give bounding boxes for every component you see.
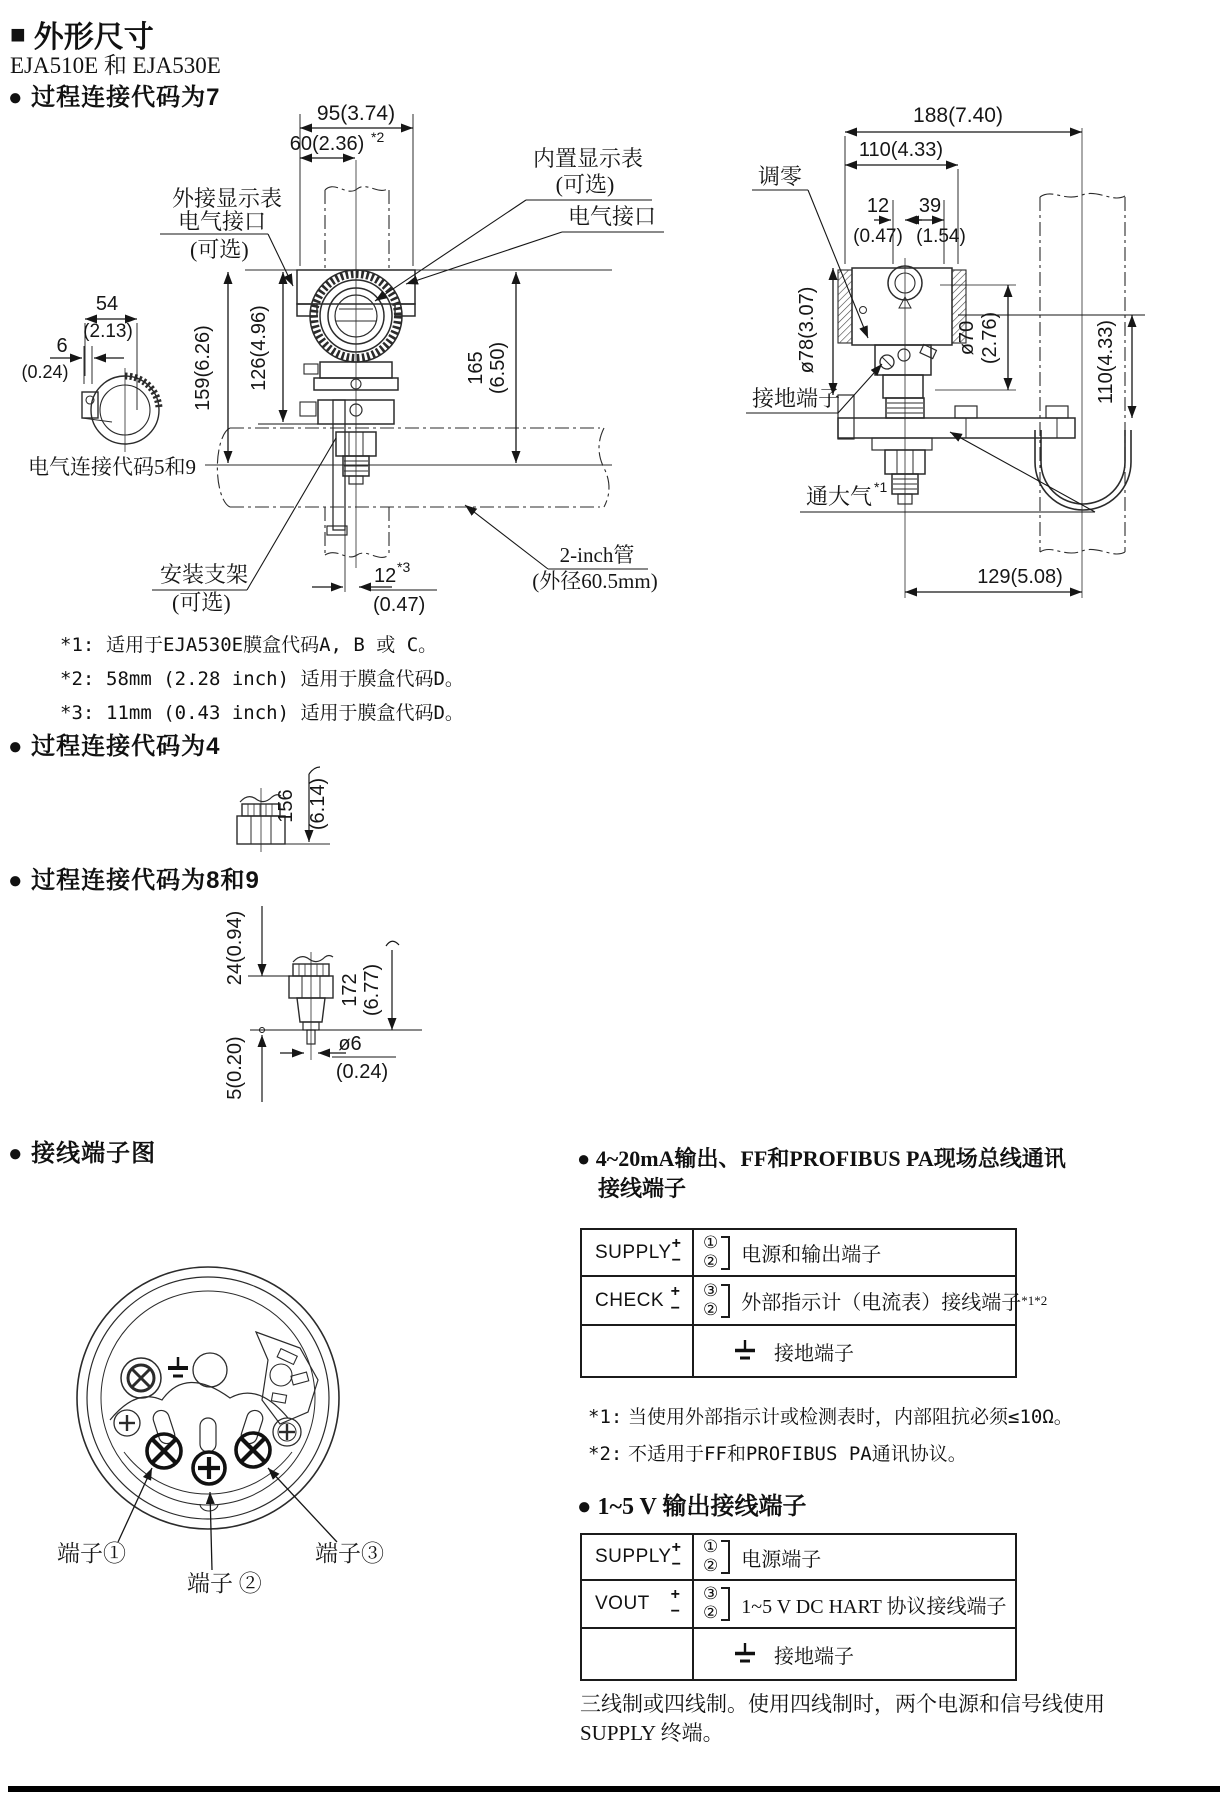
dim-12-note: *3 — [397, 559, 411, 575]
dim-129: 129(5.08) — [977, 566, 1063, 588]
minus-sign: − — [671, 1251, 681, 1269]
dim-54-mm: 54 — [95, 293, 119, 315]
table-row — [582, 1581, 1015, 1629]
dim-95: 95(3.74) — [316, 102, 396, 125]
bracket-icon — [721, 1236, 730, 1270]
ground-icon — [732, 1338, 758, 1364]
dim-24: 24(0.94) — [224, 910, 246, 986]
table-row — [582, 1629, 1015, 1679]
dim-156-mm: 156 — [275, 789, 297, 823]
page-title-text: 外形尺寸 — [33, 21, 154, 54]
section-wiring: ● 接线端子图 — [8, 1140, 157, 1167]
plus-sign: + — [670, 1586, 680, 1604]
dim-156-in: (6.14) — [307, 777, 329, 831]
terminal-linework — [77, 1267, 339, 1529]
bracket-icon — [721, 1284, 730, 1318]
label-int-indicator-1: 内置显示表 — [532, 146, 644, 171]
terminal-number-top: ① — [703, 1537, 719, 1557]
label-vent: 通大气 — [806, 484, 873, 509]
model-subtitle: EJA510E 和 EJA530E — [10, 53, 221, 78]
table-row — [582, 1326, 1015, 1376]
dimension-drawing-proc7 — [0, 100, 1228, 620]
note-id: *2: — [588, 1443, 623, 1465]
dim-60: 60(2.36) — [289, 133, 365, 155]
terminal-desc: 电源端子 — [741, 1548, 822, 1571]
bracket-icon — [721, 1587, 730, 1621]
note-id: *1: — [60, 634, 95, 656]
dim-172-in: (6.77) — [361, 963, 383, 1017]
label-terminal-2: 端子 ② — [187, 1571, 262, 1596]
dim-70-mm: ø70 — [956, 320, 978, 356]
label-terminal-3: 端子③ — [315, 1541, 384, 1566]
dim-110-right: 110(4.33) — [1095, 319, 1117, 405]
dim-6-in: (0.24) — [21, 362, 69, 382]
dim-39: 39 — [918, 195, 942, 217]
footer-note-line1: 三线制或四线制。使用四线制时，两个电源和信号线使用 — [580, 1692, 1105, 1716]
label-pipe-1: 2-inch管 — [559, 543, 635, 567]
table-row — [582, 1535, 1015, 1581]
wiring-notes — [588, 1402, 1073, 1473]
dim-d6-mm: ø6 — [338, 1033, 362, 1055]
section-proc7: ● 过程连接代码为7 — [8, 84, 221, 111]
terminal-desc: 外部指示计（电流表）接线端子 — [741, 1292, 1022, 1314]
proc89-linework — [289, 952, 333, 1060]
minus-sign: − — [670, 1603, 680, 1620]
note-id: *2: — [60, 668, 95, 690]
dim-159: 159(6.26) — [192, 325, 214, 411]
note-text: 11mm (0.43 inch) 适用于膜盒代码D。 — [106, 702, 464, 724]
terminal-number-bottom: ② — [703, 1251, 719, 1271]
dim-54-in: (2.13) — [83, 321, 133, 342]
dim-126: 126(4.96) — [248, 305, 270, 391]
dim-70-in: (2.76) — [979, 311, 1001, 365]
label-ext-indicator-2: 电气接口 — [178, 209, 267, 234]
terminal-name: CHECK — [595, 1289, 665, 1311]
note-line — [60, 630, 464, 657]
footer-note — [580, 1690, 1140, 1748]
dim-d6-in: (0.24) — [335, 1061, 389, 1083]
note-line — [60, 664, 464, 691]
dimension-notes — [60, 630, 464, 732]
terminal-number-top: ③ — [703, 1584, 719, 1604]
dim-165-mm: 165 — [465, 351, 487, 385]
dim-5: 5(0.20) — [224, 1036, 246, 1100]
note-id: *1: — [588, 1406, 623, 1428]
dim-165-in: (6.50) — [487, 341, 509, 395]
terminal-diagram — [40, 1240, 420, 1610]
terminal-desc-note: *1*2 — [1021, 1292, 1048, 1308]
bottom-rule — [8, 1786, 1220, 1792]
section-v15: ● 1~5 V 输出接线端子 — [577, 1494, 807, 1520]
note-text: 不适用于FF和PROFIBUS PA通讯协议。 — [628, 1443, 967, 1465]
dim-12-in: (0.47) — [373, 594, 426, 616]
terminal-name: VOUT — [595, 1593, 650, 1614]
terminal-name: SUPPLY — [595, 1241, 672, 1263]
note-text: 适用于EJA530E膜盒代码A, B 或 C。 — [106, 634, 438, 656]
terminal-number-top: ③ — [703, 1280, 719, 1300]
terminal-number-bottom: ② — [703, 1603, 719, 1622]
dim-6-mm: 6 — [56, 335, 68, 357]
dim-188: 188(7.40) — [913, 104, 1003, 127]
dim-60-note: *2 — [371, 129, 385, 145]
minus-sign: − — [671, 1556, 681, 1573]
label-ext-indicator-1: 外接显示表 — [172, 186, 283, 211]
label-bracket-1: 安装支架 — [160, 562, 249, 587]
terminal-name: SUPPLY — [595, 1546, 672, 1567]
terminal-number-bottom: ② — [703, 1556, 719, 1575]
label-bracket-2: (可选) — [172, 590, 231, 615]
section-proc4: ● 过程连接代码为4 — [8, 733, 221, 760]
fieldbus-terminal-table — [580, 1228, 1048, 1378]
dim-12-side: 12 — [866, 195, 890, 217]
label-pipe-2: (外径60.5mm) — [532, 569, 658, 593]
note-line — [588, 1402, 1073, 1429]
terminal-number-bottom: ② — [703, 1299, 719, 1319]
note-text: 当使用外部指示计或检测表时，内部阻抗必须≤10Ω。 — [628, 1406, 1073, 1428]
note-id: *3: — [60, 702, 95, 724]
note-text: 58mm (2.28 inch) 适用于膜盒代码D。 — [106, 668, 464, 690]
dim-39-in: (1.54) — [916, 226, 966, 247]
label-int-indicator-2: (可选) — [555, 172, 615, 197]
section-square-icon: ■ — [10, 19, 26, 49]
terminal-leaders — [118, 1468, 337, 1570]
table-row — [582, 1277, 1048, 1326]
section-fieldbus-line2: 接线端子 — [598, 1176, 687, 1201]
dim-12: 12 — [374, 565, 397, 587]
label-ground-terminal: 接地端子 — [752, 386, 841, 411]
table-row — [582, 1230, 1015, 1277]
footer-note-line2: SUPPLY 终端。 — [580, 1720, 724, 1745]
label-terminal-1: 端子① — [57, 1541, 126, 1566]
dim-78: ø78(3.07) — [796, 286, 818, 374]
label-conduit: 电气接口 — [567, 204, 657, 229]
label-ext-indicator-3: (可选) — [190, 237, 249, 262]
terminal-desc: 1~5 V DC HART 协议接线端子 — [741, 1595, 1007, 1618]
ground-icon — [732, 1641, 758, 1667]
terminal-desc: 电源和输出端子 — [741, 1244, 882, 1266]
bracket-icon — [721, 1540, 730, 1574]
dim-172-mm: 172 — [339, 973, 361, 1007]
label-zero-adjust: 调零 — [758, 164, 803, 189]
plus-sign: + — [671, 1234, 681, 1252]
minus-sign: − — [670, 1299, 680, 1317]
v15-terminal-table — [580, 1533, 1017, 1681]
ground-icon — [168, 1357, 188, 1376]
dim-12-side-in: (0.47) — [853, 226, 903, 247]
inset-linework — [82, 368, 159, 452]
note-line — [588, 1439, 1073, 1466]
dimension-drawing-proc89 — [210, 900, 440, 1115]
plus-sign: + — [670, 1282, 680, 1300]
terminal-number-top: ① — [703, 1232, 719, 1252]
dim-110-top: 110(4.33) — [858, 139, 944, 161]
label-elec-code59: 电气连接代码5和9 — [28, 455, 196, 479]
label-vent-note: *1 — [874, 479, 888, 495]
section-proc89: ● 过程连接代码为8和9 — [8, 867, 260, 894]
section-fieldbus-line1: ● 4~20mA输出、FF和PROFIBUS PA现场总线通讯 — [577, 1146, 1066, 1171]
dimension-drawing-proc4 — [180, 760, 420, 860]
terminal-desc: 接地端子 — [774, 1645, 854, 1668]
note-line — [60, 698, 464, 725]
plus-sign: + — [671, 1539, 681, 1557]
terminal-desc: 接地端子 — [774, 1342, 854, 1365]
